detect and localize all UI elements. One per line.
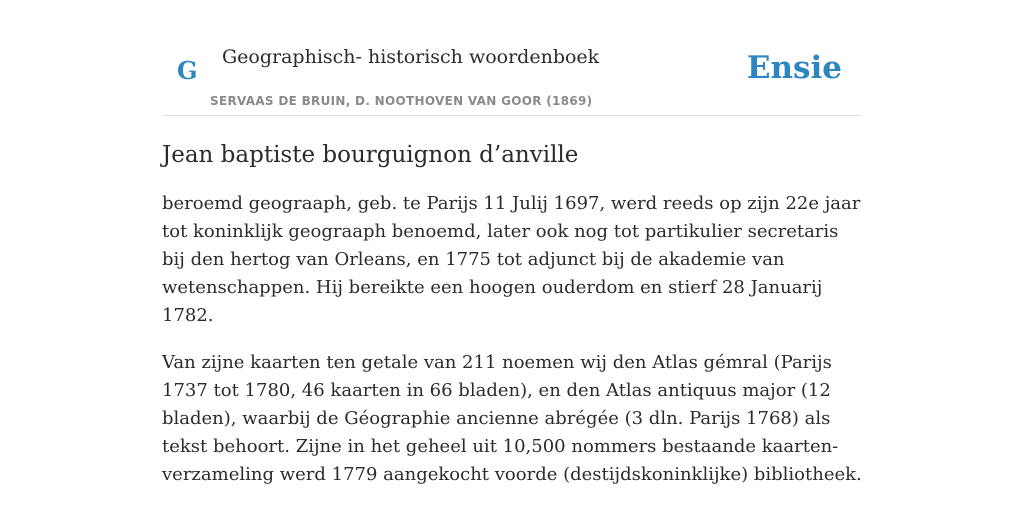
entry-card (162, 40, 862, 489)
entry-title: Jean baptiste bourguignon d’anville (162, 142, 579, 168)
ensie-logo-link[interactable]: Ensie (746, 50, 842, 86)
source-header (162, 40, 862, 116)
source-title-link[interactable]: Geographisch- historisch woordenboek (222, 46, 600, 68)
source-authors: SERVAAS DE BRUIN, D. NOOTHOVEN VAN GOOR (1869) (210, 94, 593, 108)
entry-paragraph-1: beroemd geograaph, geb. te Parijs 11 Julij 1697, werd reeds op zijn 22e jaar tot koninklijk geograaph benoemd, later ook nog tot partikulier secretaris bij den hertog van Orleans, en 1775 tot adjunct bij de akademie van wetenschappen. Hij bereikte een hoogen ouderdom en stierf 28 Januarij 1782. (162, 193, 861, 326)
entry-paragraph-2: Van zijne kaarten ten getale van 211 noemen wij den Atlas gémral (Parijs 1737 tot 1780, 46 kaarten in 66 bladen), en den Atlas antiquus major (12 bladen), waarbij de Géographie ancienne abrégée (3 dln. Parijs 1768) als tekst behoort. Zijne in het geheel uit 10,500 nommers bestaande kaarten-verzameling werd 1779 aangekocht voorde (destijdskoninklijke) bibliotheek. (162, 352, 862, 485)
source-logo-icon[interactable]: G (177, 56, 198, 85)
